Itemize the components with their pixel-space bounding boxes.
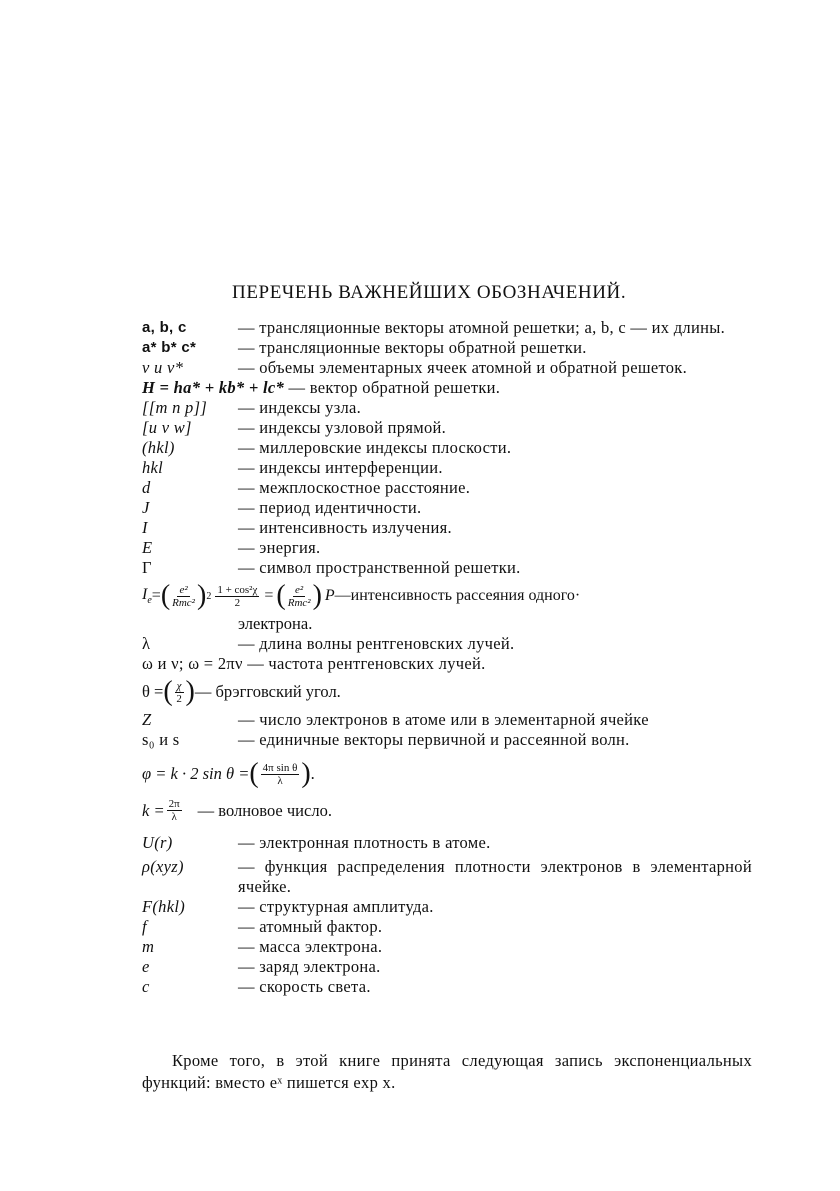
symbol: Z [142,710,152,729]
list-item [142,917,752,937]
description: — трансляционные векторы атомной решетки; a, b, c — их длины. [238,318,726,337]
fraction: $\frac{\text{1 + cos²χ}}{2}$ [217,583,258,609]
list-item [142,538,752,558]
phi-lhs: φ = k · 2 sin θ = [142,764,250,783]
symbol: Γ [142,558,152,577]
description: — трансляционные векторы обратной решетки. [238,338,587,357]
list-item [142,518,752,538]
k-formula [142,798,752,823]
symbol: I [142,518,148,537]
list-item [142,438,752,458]
list-item [142,498,752,518]
description: — индексы интерференции. [238,458,443,477]
description: — единичные векторы первичной и рассеянной волн. [238,730,630,749]
polarization-symbol: P [324,587,335,604]
bragg-lhs: θ = [142,682,164,701]
symbol: E [142,538,153,557]
list-item [142,458,752,478]
symbol: a* b* c* [142,339,197,356]
description: — вектор обратной решетки. [288,378,501,397]
intensity-formula: $I_e$ = ( $\frac{\text{e²}}{\text{Rmc²}}$ ) 2 $\frac{\text{1 + cos²χ}}{2}$ = ( $\frac{\text{e²}}{\text{Rmc²}}$ ) P —интенсивность рассеяния одного· [142,580,581,611]
description: — миллеровские индексы плоскости. [238,438,512,457]
description: — период идентичности. [238,498,422,517]
list-item [142,710,752,730]
description: — волновое число. [197,800,332,820]
description: — межплоскостное расстояние. [238,478,471,497]
list-item [142,558,752,578]
closing-note: Кроме того, в этой книге принята следующая запись экспоненциальных функций: вместо eˣ пишется exp x. [142,1051,752,1092]
symbol: ρ(xyz) [142,857,184,876]
symbol: v и v* [142,358,184,377]
symbol: λ [142,634,151,653]
symbol: [u v w] [142,418,192,437]
fraction: $\frac{\text{4π sin θ}}{\lambda}$ [262,761,298,787]
k-lhs: k = [142,800,165,820]
description: — символ пространственной решетки. [238,558,521,577]
h-vector-line [142,378,752,398]
symbol: U(r) [142,833,173,852]
description: — объемы элементарных ячеек атомной и обратной решеток. [238,358,688,377]
symbol: d [142,478,151,497]
bragg-formula: θ = ( $\frac{\chi}{2}$ ) — брэгговский угол. [142,676,341,707]
description: — длина волны рентгеновских лучей. [238,634,515,653]
fraction: $\frac{\text{e²}}{\text{Rmc²}}$ [172,583,195,609]
list-item [142,857,752,897]
symbol: e [142,957,150,976]
description: — интенсивность излучения. [238,518,452,537]
list-item [142,318,752,338]
list-item [142,730,752,750]
description: — электронная плотность в атоме. [238,833,491,852]
symbol: (hkl) [142,438,175,457]
intensity-symbol: $I_e$ [142,585,152,607]
symbol: c [142,977,150,996]
symbol: J [142,498,150,517]
description: — число электронов в атоме или в элементарной ячейке [238,710,649,729]
symbol: [[m n p]] [142,398,208,417]
list-item [142,418,752,438]
description: —интенсивность рассеяния одного· [334,587,581,604]
description: — брэгговский угол. [194,682,341,701]
symbol: m [142,937,155,956]
symbol: a, b, c [142,319,187,336]
symbol-list [142,318,752,997]
description: — масса электрона. [238,937,383,956]
description: — индексы узловой прямой. [238,418,447,437]
list-item [142,897,752,917]
list-item [142,977,752,997]
list-item [142,957,752,977]
equals-sign: = [264,587,274,604]
description: — функция распределения плотности электронов в элементарной ячейке. [238,857,752,896]
list-item [142,338,752,358]
description: — заряд электрона. [238,957,381,976]
fraction: $\frac{\text{e²}}{\text{Rmc²}}$ [287,583,311,609]
description: — энергия. [238,538,321,557]
list-item [142,937,752,957]
description: — структурная амплитуда. [238,897,434,916]
fraction: $\frac{\chi}{2}$ [176,679,182,705]
description: — индексы узла. [238,398,362,417]
symbol: f [142,917,147,936]
description: — атомный фактор. [238,917,383,936]
period: . [310,764,315,783]
symbol: F(hkl) [142,897,186,916]
list-item [142,833,752,853]
equals-sign: = [151,587,161,604]
continuation: электрона. [238,614,313,633]
phi-formula: φ = k · 2 sin θ = ( $\frac{\text{4π sin θ}}{\lambda}$ ) . [142,758,315,789]
page-title: ПЕРЕЧЕНЬ ВАЖНЕЙШИХ ОБОЗНАЧЕНИЙ. [232,282,627,303]
h-vector-formula: H = ha* + kb* + lc* [142,378,285,397]
list-item [142,478,752,498]
symbol: s₀ и s [142,730,180,749]
list-item [142,358,752,378]
list-item [142,398,752,418]
description: — скорость света. [238,977,371,996]
symbol: hkl [142,458,164,477]
fraction: $\frac{2\pi}{\lambda}$ [168,798,180,823]
list-item [142,634,752,654]
frequency-line: ω и ν; ω = 2πν — частота рентгеновских лучей. [142,654,486,673]
